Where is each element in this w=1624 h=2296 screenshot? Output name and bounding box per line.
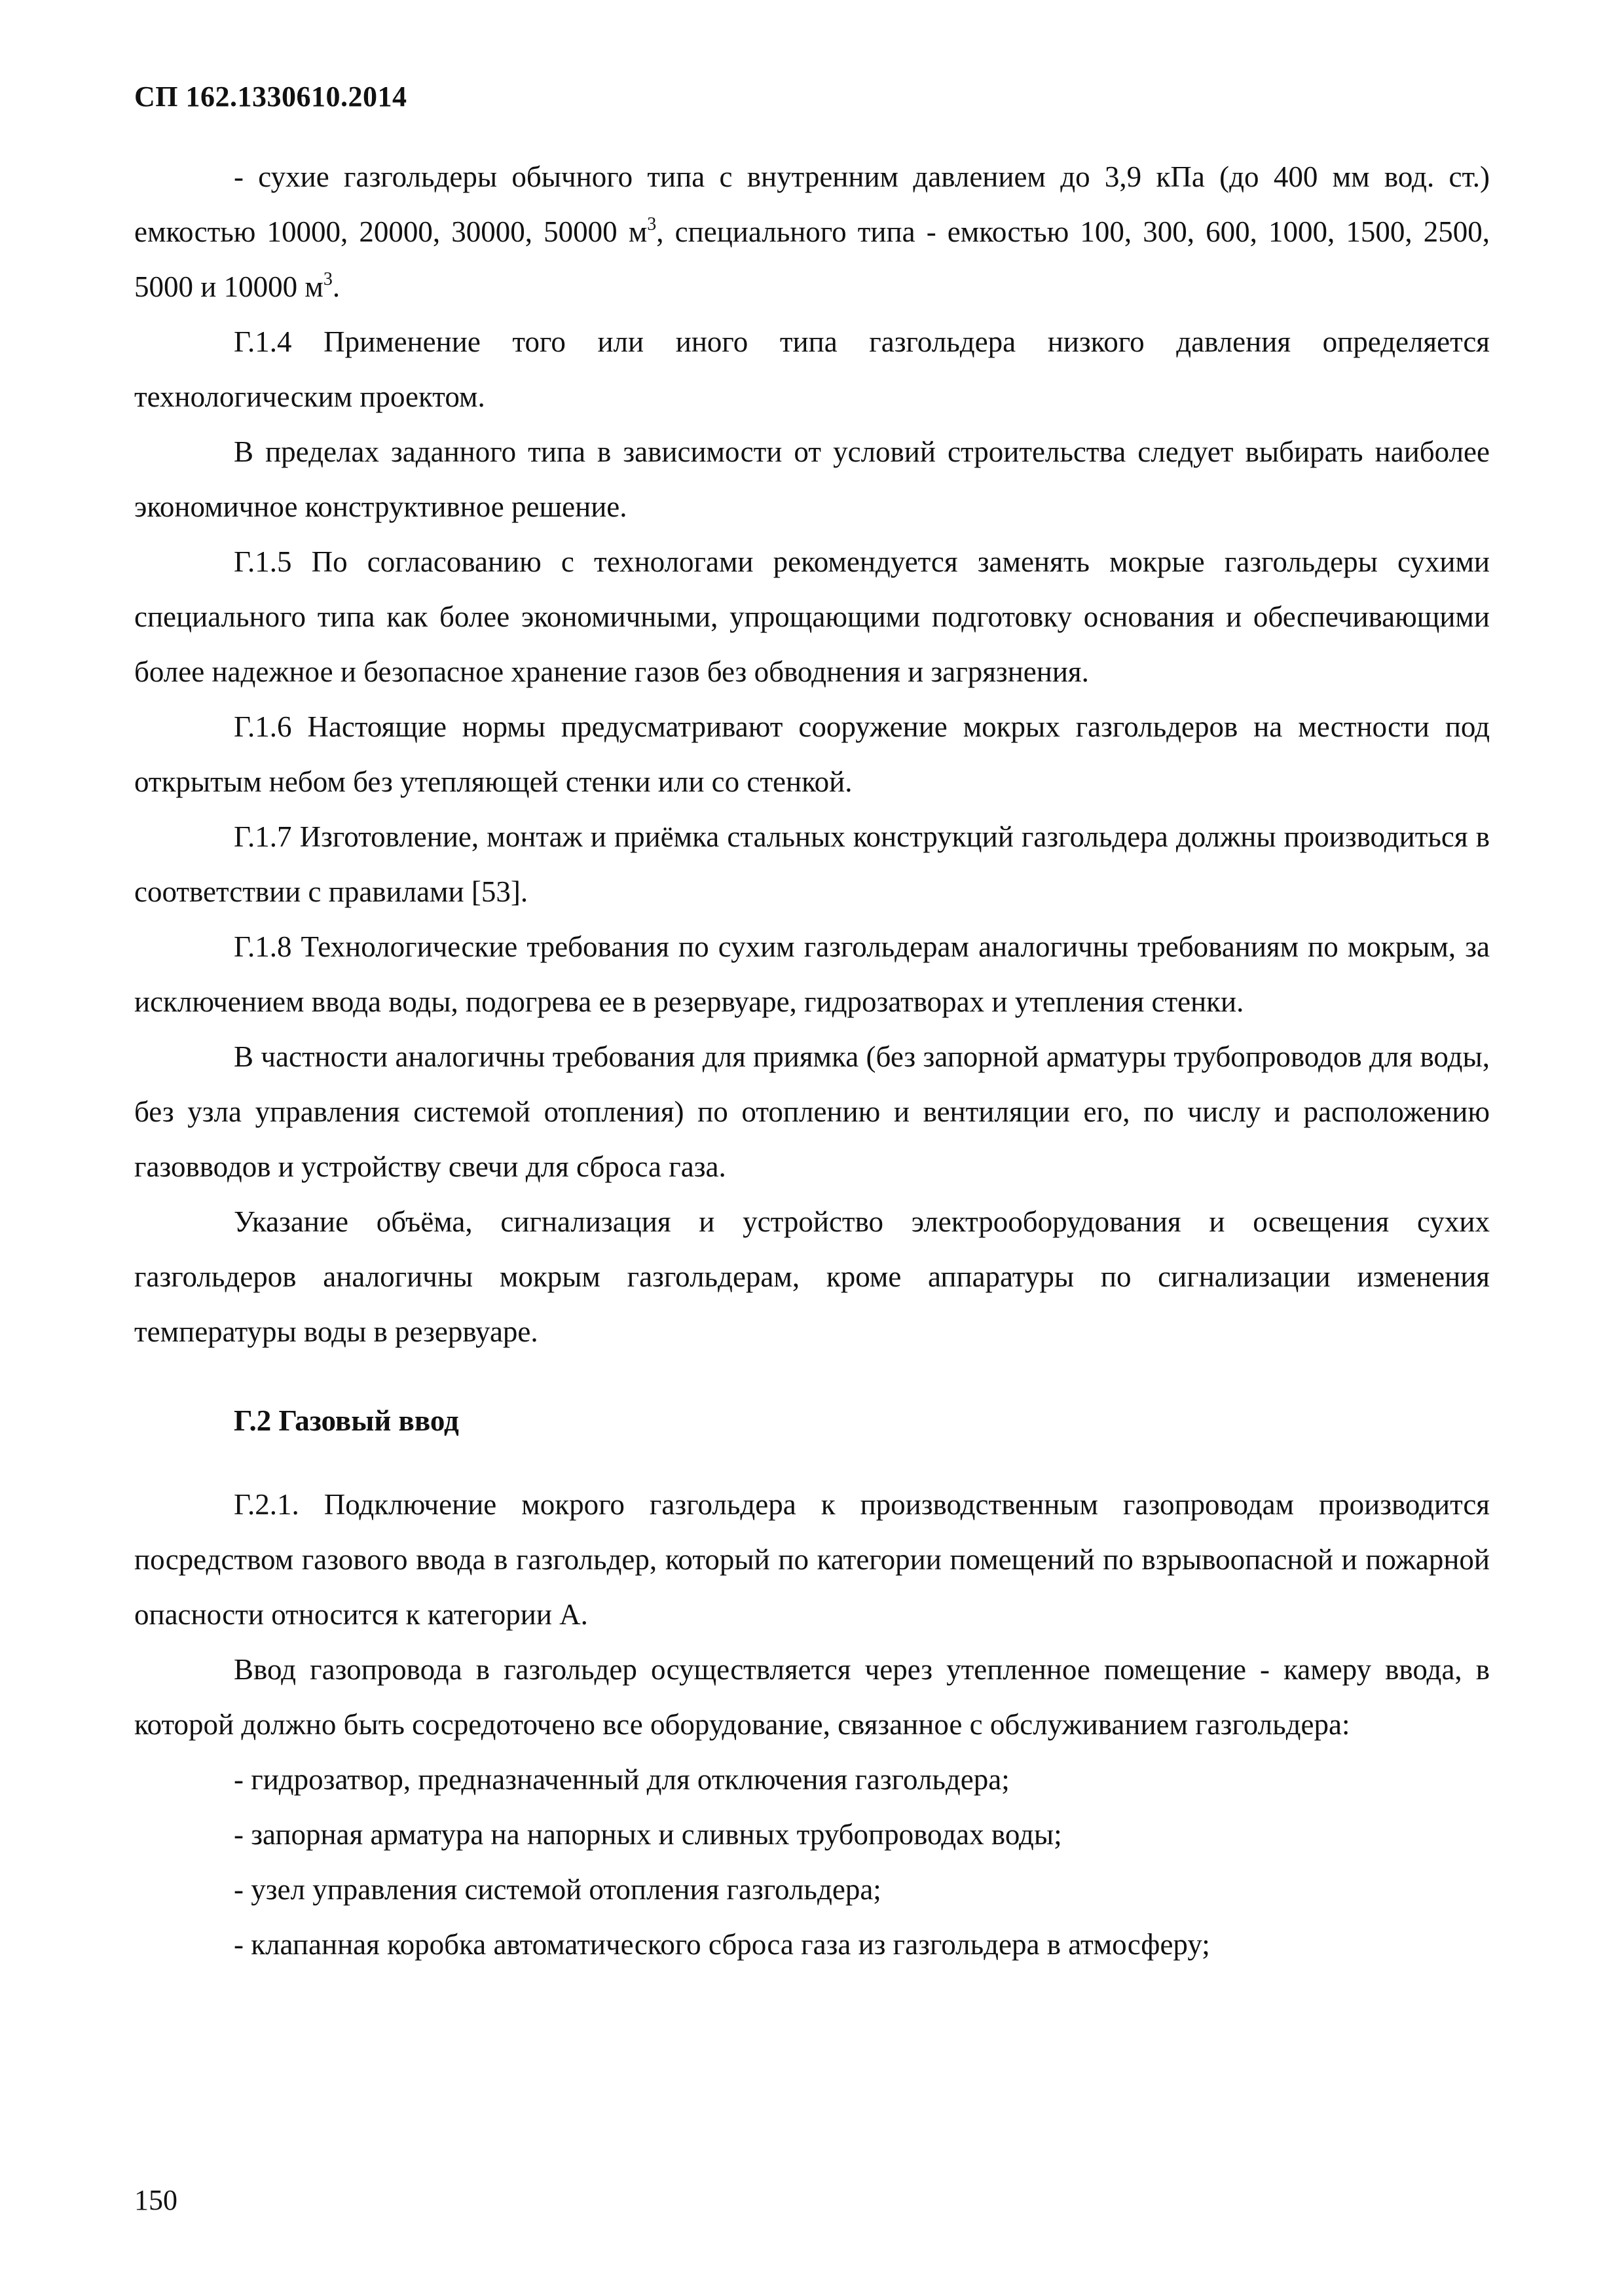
paragraph-text: , специального типа - емкостью 100, 300, 600, 1000, 1500, 2500, 5000 и 10000 м bbox=[134, 215, 1490, 303]
list-item: - узел управления системой отопления газгольдера; bbox=[234, 1873, 881, 1906]
paragraph-type-choice: В пределах заданного типа в зависимости от условий строительства следует выбирать наиболее экономичное конструктивное решение. bbox=[134, 435, 1490, 523]
paragraph-g-1-5: Г.1.5 По согласованию с технологами рекомендуется заменять мокрые газгольдеры сухими специального типа как более экономичными, упрощающими подготовку основания и обеспечивающими более надежное и безопасное хранение газов без обводнения и загрязнения. bbox=[134, 545, 1490, 688]
document-body bbox=[134, 149, 1490, 1972]
section-heading-g-2: Г.2 Газовый ввод bbox=[234, 1404, 459, 1437]
paragraph-text: . bbox=[332, 270, 341, 303]
paragraph-g-1-7: Г.1.7 Изготовление, монтаж и приёмка стальных конструкций газгольдера должны производиться в соответствии с правилами [53]. bbox=[134, 820, 1490, 908]
paragraph-text: - сухие газгольдеры обычного типа с внутренним давлением до 3,9 кПа (до 400 мм вод. ст.) емкостью 10000, 20000, 30000, 50000 м bbox=[134, 160, 1490, 248]
paragraph-pit-requirements: В частности аналогичны требования для приямка (без запорной арматуры трубопроводов для воды, без узла управления системой отопления) по отоплению и вентиляции его, по числу и расположению газовводов и устройству свечи для сброса газа. bbox=[134, 1040, 1490, 1183]
paragraph-gasholder-types bbox=[134, 149, 1490, 314]
list-item: - запорная арматура на напорных и сливных трубопроводах воды; bbox=[234, 1818, 1062, 1851]
list-item: - клапанная коробка автоматического сброса газа из газгольдера в атмосферу; bbox=[234, 1928, 1210, 1961]
superscript: 3 bbox=[647, 214, 657, 234]
paragraph-g-2-1: Г.2.1. Подключение мокрого газгольдера к производственным газопроводам производится посредством газового ввода в газгольдер, который по категории помещений по взрывоопасной и пожарной опасности относится к категории А. bbox=[134, 1488, 1490, 1631]
page-number: 150 bbox=[134, 2184, 177, 2216]
paragraph-entry-chamber: Ввод газопровода в газгольдер осуществляется через утепленное помещение - камеру ввода, в которой должно быть сосредоточено все оборудование, связанное с обслуживанием газгольдера: bbox=[134, 1653, 1490, 1741]
superscript: 3 bbox=[323, 269, 333, 289]
paragraph-g-1-8: Г.1.8 Технологические требования по сухим газгольдерам аналогичны требованиям по мокрым, за исключением ввода воды, подогрева ее в резервуаре, гидрозатворах и утепления стенки. bbox=[134, 930, 1490, 1018]
paragraph-volume-signaling: Указание объёма, сигнализация и устройство электрооборудования и освещения сухих газгольдеров аналогичны мокрым газгольдерам, кроме аппаратуры по сигнализации изменения температуры воды в резервуаре. bbox=[134, 1205, 1490, 1348]
list-item: - гидрозатвор, предназначенный для отключения газгольдера; bbox=[234, 1763, 1010, 1796]
document-code-header: СП 162.1330610.2014 bbox=[134, 81, 407, 113]
paragraph-g-1-4: Г.1.4 Применение того или иного типа газгольдера низкого давления определяется технологическим проектом. bbox=[134, 325, 1490, 413]
paragraph-g-1-6: Г.1.6 Настоящие нормы предусматривают сооружение мокрых газгольдеров на местности под открытым небом без утепляющей стенки или со стенкой. bbox=[134, 710, 1490, 798]
